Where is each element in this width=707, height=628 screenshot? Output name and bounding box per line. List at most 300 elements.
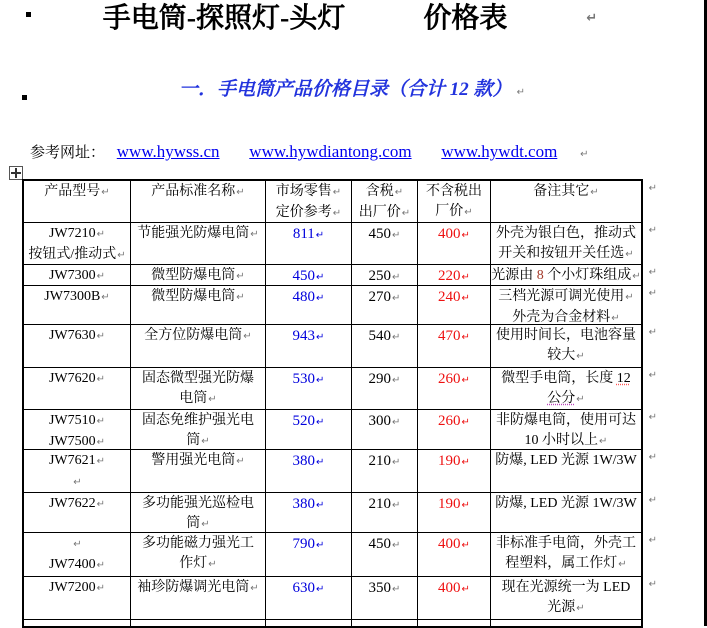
table-cell [490,620,641,626]
table-row [24,181,657,223]
table-cell [351,493,417,532]
cell-line [491,287,641,308]
cell-text: JW7621 [48,453,96,468]
cell-text: 350 [368,580,392,596]
table-cell [490,577,641,619]
cell-text: 筒 [186,433,201,448]
cell-line [352,326,417,348]
paragraph-mark: ↵ [332,187,342,198]
cell-line [418,369,490,391]
cell-text: 630 [292,580,316,596]
paragraph-mark: ↵ [201,436,210,447]
table-cell [351,286,417,324]
paragraph-mark: ↵ [625,292,634,303]
cell-text: 含税 [365,184,394,199]
cell-line [352,411,417,433]
paragraph-mark: ↵ [208,394,217,405]
table-cell [24,620,130,626]
table-cell [24,493,130,532]
table-cell [417,450,490,492]
cell-line [491,451,641,471]
cell-line [352,203,417,222]
table-row [24,265,657,286]
paragraph-mark: ↵ [96,456,106,467]
cell-text: 外壳为银白色，推动式 [496,226,636,241]
cell-line [24,555,130,576]
cell-line [266,534,351,556]
table-cell [417,181,490,222]
table-cell [130,493,265,532]
table-cell [24,181,130,222]
paragraph-mark: ↵ [599,436,608,447]
paragraph-mark: ↵ [464,207,473,218]
cell-line [491,389,641,409]
cell-text: 400 [438,536,461,552]
cell-text: 产品型号 [44,184,101,199]
cell-line [352,182,417,203]
cell-text: 公分 [547,391,576,406]
table-cell [417,410,490,449]
cell-text: 190 [438,496,461,512]
cell-line [24,451,130,472]
cell-text: JW7400 [48,557,96,572]
table-row [24,325,657,368]
table-cell [24,577,130,619]
cell-line [418,326,490,348]
cell-line [418,266,490,285]
cell-text: JW7500 [48,434,96,449]
reference-links-row [30,141,588,165]
cell-line [131,494,265,514]
cell-text: 定价参考 [275,205,332,220]
cell-text: 非标准手电筒，外壳工 [496,536,636,551]
cell-text: 现在光源统一为 LED [501,580,631,595]
paragraph-mark: ↵ [96,583,106,594]
link-hywdiantong[interactable]: www.hywdiantong.com [249,142,412,161]
cell-line [24,432,130,449]
cell-line [131,326,265,347]
cell-line [131,389,265,409]
cell-line [266,411,351,433]
cell-line [24,472,130,492]
cell-line [131,182,265,203]
table-cell [130,410,265,449]
paragraph-mark: ↵ [394,187,404,198]
table-row [24,450,657,493]
cell-text: 380 [292,496,316,512]
cell-text: 290 [368,371,392,387]
paragraph-mark: ↵ [250,229,259,240]
cell-line [266,287,351,309]
cell-text: 380 [292,453,316,469]
row-end-mark: ↵ [648,288,657,299]
paragraph-mark: ↵ [461,332,470,343]
paragraph-mark: ↵ [461,584,470,595]
reference-label: 参考网址： [30,145,106,161]
price-table [22,179,657,628]
paragraph-mark: ↵ [461,375,470,386]
paragraph-mark: ↵ [392,500,401,511]
cell-line [491,182,641,203]
paragraph-mark: ↵ [316,272,325,283]
cell-text: 产品标准名称 [151,184,236,199]
cell-text: 790 [292,536,316,552]
table-cell [490,223,641,264]
paragraph-mark: ↵ [392,584,401,595]
cell-text: 540 [368,328,392,344]
cell-line [131,514,265,532]
row-end-mark: ↵ [648,267,657,278]
cell-text: 开关和按钮开关任选 [498,246,625,261]
cell-line [491,578,641,598]
paragraph-mark: ↵ [392,417,401,428]
table-cell [417,533,490,576]
paragraph-mark: ↵ [461,230,470,241]
paragraph-mark: ↵ [96,560,106,571]
cell-text: 个小灯珠组成 [543,268,632,283]
cell-text: 电筒 [179,391,208,406]
table-cell [265,223,351,264]
cell-text: 光源 [547,600,576,615]
cell-text: 250 [368,268,392,284]
table-cell [265,325,351,367]
paragraph-mark: ↵ [208,559,217,570]
cell-text: 固态免维护强光电 [142,413,254,428]
cell-text: 8 [536,268,544,283]
table-cell [24,286,130,324]
link-hywss[interactable]: www.hywss.cn [116,142,220,161]
paragraph-mark: ↵ [316,540,325,551]
cell-text: 三档光源可调光使用 [498,289,625,304]
paragraph-mark: ↵ [392,540,401,551]
cell-text: 450 [292,268,316,284]
cell-line [131,578,265,599]
cell-line [418,534,490,556]
title-left: 手电筒-探照灯-头灯 [102,3,346,34]
table-cell [130,181,265,222]
cell-line [266,369,351,391]
paragraph-mark: ↵ [392,457,401,468]
cell-line [491,326,641,346]
paragraph-mark: ↵ [625,249,634,260]
cell-line [491,534,641,554]
cell-line [24,326,130,347]
table-row [24,620,641,626]
cell-line [418,451,490,473]
cell-text: 943 [292,328,316,344]
row-end-mark: ↵ [648,370,657,381]
cell-line [418,411,490,433]
table-cell [130,533,265,576]
table-cell [490,493,641,532]
row-end-mark: ↵ [648,579,657,590]
cell-text: 470 [438,328,461,344]
paragraph-mark: ↵ [618,559,627,570]
paragraph-mark: ↵ [73,539,82,550]
cell-text: 备注其它 [533,184,590,199]
cell-text: 530 [292,371,316,387]
cell-line [266,266,351,285]
row-end-mark: ↵ [648,535,657,546]
paragraph-mark: ↵ [101,292,110,303]
cell-line [266,494,351,516]
table-cell [490,533,641,576]
cell-text: 210 [368,496,392,512]
table-cell [24,450,130,492]
cell-text: 使用时间长，电池容量 [496,328,636,343]
table-row [24,577,657,620]
table-row [24,493,657,533]
cell-text: 520 [292,413,316,429]
table-cell [490,181,641,222]
cell-line [24,266,130,285]
cell-line [131,431,265,449]
cell-text: 400 [438,226,461,242]
row-end-mark: ↵ [648,183,657,194]
page-title [0,2,700,36]
table-cell [24,410,130,449]
cell-text: 全方位防爆电筒 [144,328,243,343]
table-cell [490,368,641,409]
cell-line [131,287,265,308]
cell-line [418,224,490,246]
table-cell [265,181,351,222]
cell-text: 市场零售 [275,184,332,199]
table-cell [130,577,265,619]
row-end-mark: ↵ [648,495,657,506]
cell-text: 220 [438,268,461,284]
cell-text: 260 [438,371,461,387]
paragraph-mark: ↵ [316,332,325,343]
table-cell [130,286,265,324]
paragraph-mark: ↵ [392,293,401,304]
table-cell [351,533,417,576]
cell-line [24,411,130,432]
cell-line [266,203,351,222]
cell-line [491,411,641,431]
cell-line [491,224,641,244]
paragraph-mark: ↵ [117,250,126,261]
cell-text: 警用强光电筒 [151,453,236,468]
cell-text: 210 [368,453,392,469]
cell-line [418,578,490,600]
table-cell [351,620,417,626]
table-cell [490,265,641,285]
cell-text: 811 [292,226,315,242]
paragraph-mark: ↵ [236,187,245,198]
cell-line [491,369,641,389]
table-cell [130,450,265,492]
table-cell [417,620,490,626]
cell-line [24,578,130,599]
table-cell [265,577,351,619]
paragraph-mark: ↵ [461,272,470,283]
cell-line [131,554,265,575]
cell-text: 外壳为合金材料 [512,310,611,324]
paragraph-mark: ↵ [96,437,106,448]
table-cell [265,265,351,285]
cell-line [491,598,641,619]
paragraph-mark: ↵ [96,271,106,282]
table-cell [351,577,417,619]
cell-text: 480 [292,289,316,305]
paragraph-mark: ↵ [316,375,325,386]
cell-text: 多功能强光巡检电 [142,496,254,511]
cell-line [24,534,130,555]
table-cell [265,368,351,409]
cell-text: 程塑料，属工作灯 [505,556,618,571]
table-row [24,533,657,577]
section-heading-text: 一．手电筒产品价格目录（合计 12 款） [179,79,512,100]
row-end-mark: ↵ [648,412,657,423]
table-cell [130,265,265,285]
section-heading [0,74,704,101]
paragraph-mark: ↵ [580,149,589,160]
table-cell [417,577,490,619]
paragraph-mark: ↵ [392,375,401,386]
table-cell [24,265,130,285]
link-hywdt[interactable]: www.hywdt.com [441,142,558,161]
cell-text: JW7300 [48,268,96,283]
cell-line [491,244,641,264]
cell-line [24,369,130,390]
cell-text: JW7510 [48,413,96,428]
cell-text: 防爆, LED 光源 1W/3W [495,453,637,468]
cell-line [491,346,641,367]
paragraph-mark: ↵ [461,500,470,511]
table-cell [417,368,490,409]
paragraph-mark: ↵ [392,272,401,283]
cell-line [352,534,417,556]
paragraph-mark: ↵ [461,540,470,551]
cell-line [352,494,417,516]
paragraph-mark: ↵ [392,332,401,343]
table-cell [417,325,490,367]
cell-line [24,245,130,264]
paragraph-mark: ↵ [316,417,325,428]
table-cell [24,368,130,409]
cell-text: 袖珍防爆调光电筒 [137,580,250,595]
paragraph-mark: ↵ [576,603,585,614]
paragraph-mark: ↵ [236,292,245,303]
paragraph-mark: ↵ [316,584,325,595]
cell-text: 筒 [186,516,201,531]
cell-line [491,431,641,449]
paragraph-mark: ↵ [461,457,470,468]
paragraph-mark: ↵ [461,293,470,304]
cell-line [131,369,265,389]
paragraph-mark: ↵ [201,519,210,530]
paragraph-mark: ↵ [316,293,325,304]
cell-text: JW7210 [48,226,96,241]
table-cell [490,286,641,324]
cell-line [24,224,130,245]
cell-text: 微型手电筒，长度 [501,371,617,386]
cell-text: 较大 [547,348,576,363]
paragraph-mark: ↵ [73,477,82,488]
cell-text: 作灯 [179,556,208,571]
row-end-mark: ↵ [648,327,657,338]
cell-text: 240 [438,289,461,305]
cell-line [131,534,265,554]
table-move-handle-icon[interactable] [9,166,23,180]
table-cell [417,223,490,264]
paragraph-mark: ↵ [101,187,110,198]
table-cell [351,368,417,409]
cell-line [418,202,490,222]
cell-text: 出厂价 [358,205,401,220]
cell-line [24,287,130,308]
paragraph-mark: ↵ [316,457,325,468]
cell-text: 400 [438,580,461,596]
table-cell [265,533,351,576]
cell-line [266,182,351,203]
cell-text: JW7622 [48,496,96,511]
cell-text: 厂价 [435,204,464,219]
cell-line [131,411,265,431]
cell-line [24,494,130,515]
cell-text: 12 [616,371,631,386]
paragraph-mark: ↵ [576,351,585,362]
cell-text: 防爆, LED 光源 1W/3W [495,496,637,511]
table-cell [130,325,265,367]
table-cell [490,325,641,367]
cell-line [352,287,417,309]
paragraph-mark: ↵ [96,374,106,385]
cell-text: JW7200 [48,580,96,595]
cell-text: 节能强光防爆电筒 [137,226,250,241]
paragraph-mark: ↵ [576,394,585,405]
table-cell [265,620,351,626]
table-cell [417,265,490,285]
cell-text: 260 [438,413,461,429]
paragraph-mark: ↵ [96,331,106,342]
cell-text: 多功能磁力强光工 [142,536,254,551]
table-cell [130,368,265,409]
paragraph-mark: ↵ [236,456,245,467]
cell-text: 微型防爆电筒 [151,289,236,304]
cell-text: 190 [438,453,461,469]
cell-line [352,451,417,473]
paragraph-mark: ↵ [96,416,106,427]
cell-line [131,224,265,245]
table-cell [265,450,351,492]
paragraph-mark: ↵ [401,208,411,219]
table-row [24,410,657,450]
paragraph-mark: ↵ [590,187,599,198]
cell-line [352,578,417,600]
cell-line [418,494,490,516]
cell-line [491,308,641,324]
cell-line [131,266,265,285]
paragraph-mark: ↵ [586,11,598,26]
cell-line [131,451,265,472]
table-cell [417,493,490,532]
table-cell [351,410,417,449]
paragraph-mark: ↵ [96,499,106,510]
table-cell [24,223,130,264]
table-cell [351,450,417,492]
cell-line [266,578,351,600]
row-end-mark: ↵ [648,225,657,236]
table-cell [265,493,351,532]
cell-text: 10 小时以上 [524,433,599,448]
paragraph-mark: ↵ [315,230,325,241]
table-cell [24,325,130,367]
table-cell [265,286,351,324]
move-cross-icon [10,167,22,179]
paragraph-mark: ↵ [236,271,245,282]
